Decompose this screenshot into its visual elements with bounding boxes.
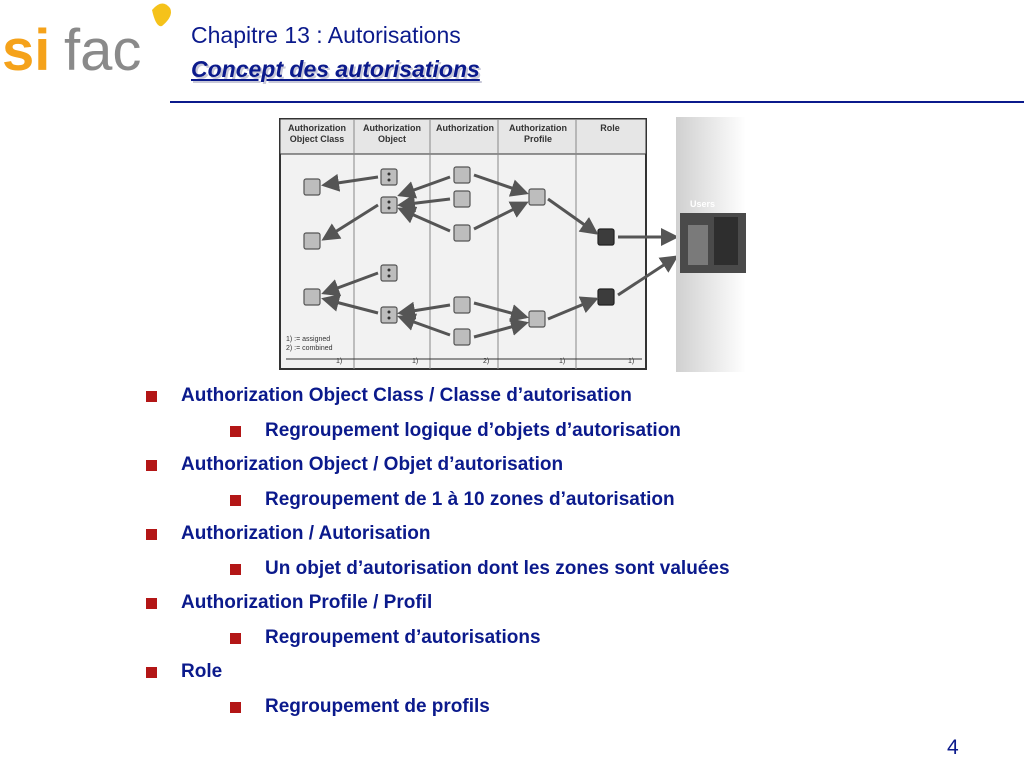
bullet-item: Authorization Object Class / Classe d’autorisation — [181, 385, 632, 407]
bullet-square-icon — [230, 633, 241, 644]
marker: 1) — [559, 358, 566, 365]
node — [381, 265, 397, 281]
legend-combined: 2) := combined — [286, 345, 333, 352]
node — [454, 225, 470, 241]
node — [381, 307, 397, 323]
page-subtitle: Concept des autorisations — [191, 56, 480, 82]
sub-bullet-item: Un objet d’autorisation dont les zones sont valuées — [265, 558, 730, 580]
title-divider — [170, 101, 1024, 103]
role-node — [598, 229, 614, 245]
sub-bullet-item: Regroupement d’autorisations — [265, 627, 541, 649]
col-header-role: Role — [600, 123, 620, 133]
bullet-item: Authorization Profile / Profil — [181, 592, 432, 614]
bullet-item: Role — [181, 661, 222, 683]
bullet-item: Authorization / Autorisation — [181, 523, 430, 545]
bullet-square-icon — [146, 391, 157, 402]
col-header-authorization: Authorization — [436, 123, 494, 133]
node — [381, 169, 397, 185]
authorization-concept-diagram — [278, 117, 748, 372]
node — [454, 329, 470, 345]
node — [454, 167, 470, 183]
role-node — [598, 289, 614, 305]
col-header-object: Authorization Object — [363, 123, 421, 144]
bullet-square-icon — [146, 667, 157, 678]
bullet-square-icon — [230, 564, 241, 575]
logo-text-fac: fac — [64, 18, 142, 83]
page-number: 4 — [947, 736, 959, 759]
bullet-item: Authorization Object / Objet d’autorisation — [181, 454, 563, 476]
node — [454, 191, 470, 207]
sifac-logo — [0, 0, 180, 90]
col-header-profile: Authorization Profile — [509, 123, 567, 144]
bullet-square-icon — [146, 529, 157, 540]
bullet-square-icon — [230, 426, 241, 437]
marker: 1) — [412, 358, 419, 365]
legend-assigned: 1) := assigned — [286, 336, 331, 343]
sub-bullet-item: Regroupement de profils — [265, 696, 490, 718]
bullet-square-icon — [146, 460, 157, 471]
marker: 1) — [628, 358, 635, 365]
col-header-object-class: Authorization Object Class — [288, 123, 346, 144]
bullet-square-icon — [146, 598, 157, 609]
node — [529, 311, 545, 327]
node — [381, 197, 397, 213]
bullet-square-icon — [230, 495, 241, 506]
node — [529, 189, 545, 205]
page-title: Chapitre 13 : Autorisations — [191, 22, 461, 48]
logo-drop-icon — [152, 3, 171, 26]
sub-bullet-item: Regroupement de 1 à 10 zones d’autorisation — [265, 489, 675, 511]
node — [304, 179, 320, 195]
node — [304, 233, 320, 249]
marker: 2) — [483, 358, 490, 365]
bullet-square-icon — [230, 702, 241, 713]
users-label: Users — [690, 199, 716, 209]
logo-text-si: si — [2, 18, 51, 83]
node — [304, 289, 320, 305]
node — [454, 297, 470, 313]
marker: 1) — [336, 358, 343, 365]
sub-bullet-item: Regroupement logique d’objets d’autorisation — [265, 420, 681, 442]
